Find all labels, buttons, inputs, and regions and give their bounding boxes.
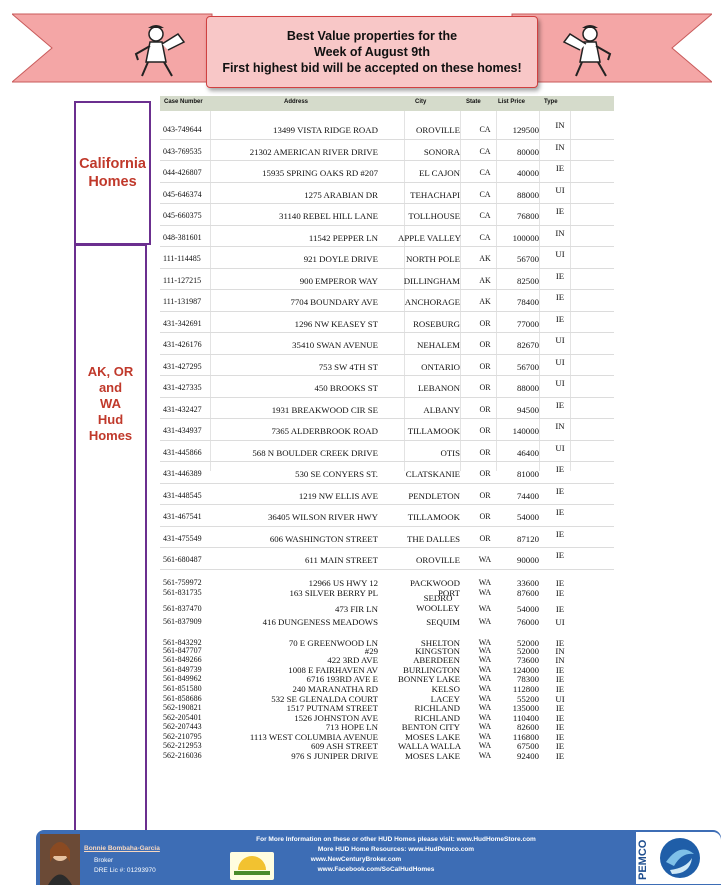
case-number-cell: 431-446389	[163, 469, 202, 478]
table-row	[160, 161, 614, 183]
agent-license: DRE Lic #: 01293970	[94, 867, 156, 874]
list-price-cell: 81000	[517, 469, 539, 479]
table-row	[160, 140, 614, 162]
type-cell: IN	[555, 227, 565, 238]
list-price-cell: 55200	[517, 693, 539, 704]
type-cell: IE	[555, 664, 565, 675]
state-cell: WA	[478, 638, 492, 648]
address-cell: 21302 AMERICAN RIVER DRIVE	[249, 146, 378, 157]
case-number-cell: 048-381601	[163, 232, 202, 242]
city-cell: TOLLHOUSE	[408, 211, 460, 221]
header-state: State	[466, 99, 481, 105]
case-number-cell: 562-205401	[163, 712, 202, 722]
city-cell: ANCHORAGE	[404, 297, 460, 307]
table-row	[160, 617, 614, 627]
address-cell: 422 3RD AVE	[327, 655, 378, 666]
address-cell: 473 FIR LN	[334, 604, 378, 615]
table-row	[160, 290, 614, 312]
state-cell: CA	[479, 125, 491, 134]
address-cell: 416 DUNGENESS MEADOWS	[262, 616, 378, 627]
table-row	[160, 398, 614, 420]
list-price-cell: 129500	[512, 125, 539, 135]
city-cell: SHELTON	[420, 638, 460, 649]
banner-title	[206, 16, 538, 88]
type-cell: IE	[555, 750, 565, 761]
case-number-cell: 561-831735	[163, 587, 202, 597]
city-cell: OROVILLE	[416, 555, 460, 565]
state-cell: OR	[479, 340, 491, 349]
table-row	[160, 204, 614, 226]
case-number-cell: 044-426807	[163, 168, 202, 177]
list-price-cell: 116800	[512, 731, 539, 742]
address-cell: 450 BROOKS ST	[314, 383, 378, 393]
case-number-cell: 562-216036	[163, 750, 202, 760]
list-price-cell: 74400	[517, 490, 539, 501]
list-price-cell: 67500	[517, 741, 539, 752]
header-case-number: Case Number	[164, 99, 203, 105]
state-cell: WA	[478, 578, 492, 587]
address-cell: 1931 BREAKWOOD CIR SE	[271, 404, 378, 415]
case-number-cell: 111-127215	[163, 275, 202, 285]
list-price-cell: 73600	[517, 655, 539, 666]
table-row	[160, 462, 614, 484]
address-cell: 12966 US HWY 12	[308, 578, 378, 588]
city-cell: ABERDEEN	[413, 655, 460, 666]
address-cell: 6716 193RD AVE E	[306, 674, 378, 685]
city-cell: PENDLETON	[408, 490, 460, 501]
table-row	[160, 312, 614, 334]
state-cell: OR	[479, 512, 491, 521]
table-row	[160, 333, 614, 355]
list-price-cell: 82500	[517, 275, 539, 286]
address-cell: 530 SE CONYERS ST.	[295, 469, 378, 479]
table-row	[160, 722, 614, 732]
type-cell: IE	[555, 163, 565, 173]
address-cell: 1526 JOHNSTON AVE	[294, 712, 378, 723]
state-cell: CA	[479, 168, 491, 177]
list-price-cell: 40000	[517, 168, 539, 178]
list-price-cell: 56700	[517, 361, 539, 372]
city-cell: TEHACHAPI	[410, 189, 460, 200]
city-cell: PORT	[438, 587, 460, 598]
state-cell: WA	[478, 655, 492, 665]
case-number-cell: 111-131987	[163, 297, 202, 306]
list-price-cell: 46400	[517, 447, 539, 458]
city-cell: MOSES LAKE	[405, 731, 460, 742]
address-cell: 1008 E FAIRHAVEN AV	[288, 664, 378, 675]
type-cell: IE	[555, 464, 565, 474]
table-row	[160, 665, 614, 675]
city-cell: NEHALEM	[416, 340, 460, 350]
address-cell: 7365 ALDERBROOK ROAD	[271, 426, 378, 436]
pemco-logo	[636, 832, 721, 884]
list-price-cell: 124000	[512, 664, 539, 675]
type-cell: IE	[555, 399, 565, 410]
type-cell: IN	[555, 421, 565, 431]
state-cell: OR	[479, 469, 491, 478]
state-cell: WA	[478, 741, 492, 751]
state-cell: OR	[479, 361, 491, 371]
city-cell: OROVILLE	[416, 125, 460, 135]
case-number-cell: 561-849739	[163, 664, 202, 674]
type-cell: IE	[555, 507, 565, 517]
city-cell: BONNEY LAKE	[398, 674, 460, 685]
case-number-cell: 431-342691	[163, 318, 202, 328]
address-cell: 1113 WEST COLUMBIA AVENUE	[249, 731, 378, 742]
state-cell: OR	[479, 383, 491, 392]
list-price-cell: 94500	[517, 404, 539, 415]
list-price-cell: 88000	[517, 189, 539, 200]
address-cell: 36405 WILSON RIVER HWY	[267, 512, 378, 522]
list-price-cell: 78400	[517, 297, 539, 307]
address-cell: 1219 NW ELLIS AVE	[298, 490, 378, 501]
type-cell: IN	[555, 655, 565, 666]
address-cell: #29	[364, 645, 378, 656]
ak-or-wa-label-line: AK, OR and	[87, 364, 134, 395]
table-row	[160, 588, 614, 598]
pemco-brand-text: PEMCO	[637, 839, 649, 880]
agent-title: Broker	[94, 857, 114, 864]
state-cell: OR	[479, 447, 491, 457]
type-cell: UI	[555, 356, 565, 367]
case-number-cell: 561-858686	[163, 693, 202, 703]
table-row	[160, 741, 614, 751]
type-cell: IE	[555, 638, 565, 649]
type-cell: IE	[555, 206, 565, 216]
type-cell: IE	[555, 683, 565, 694]
type-cell: IE	[555, 528, 565, 539]
state-cell: WA	[478, 555, 492, 564]
list-price-cell: 88000	[517, 383, 539, 393]
type-cell: IN	[555, 141, 565, 152]
table-row	[160, 674, 614, 684]
case-number-cell: 431-467541	[163, 512, 202, 521]
type-cell: IN	[555, 645, 565, 656]
type-cell: IN	[555, 120, 565, 130]
case-number-cell: 431-427335	[163, 383, 202, 392]
type-cell: UI	[555, 249, 565, 259]
table-row	[160, 355, 614, 377]
state-cell: WA	[478, 664, 492, 674]
list-price-cell: 52000	[517, 645, 539, 656]
list-price-cell: 87600	[517, 587, 539, 598]
list-price-cell: 76000	[517, 616, 539, 627]
city-cell: KELSO	[431, 683, 460, 694]
state-cell: WA	[478, 693, 492, 703]
title-line-2: Week of August 9th	[314, 45, 430, 59]
type-cell: IE	[555, 292, 565, 302]
city-cell: WALLA WALLA	[398, 741, 462, 752]
city-cell: KINGSTON	[415, 645, 460, 656]
case-number-cell: 431-445866	[163, 447, 202, 457]
ak-or-wa-label-text	[76, 364, 145, 444]
case-number-cell: 561-849266	[163, 655, 202, 665]
ak-or-wa-label-line: Hud	[97, 412, 124, 427]
town-crier-icon	[560, 20, 620, 80]
city-cell: NORTH POLE	[406, 254, 460, 264]
table-row	[160, 419, 614, 441]
case-number-cell: 561-847707	[163, 645, 202, 655]
case-number-cell: 561-851580	[163, 683, 202, 693]
table-row	[160, 527, 614, 549]
type-cell: IE	[555, 674, 565, 685]
city-cell: ONTARIO	[421, 361, 460, 372]
address-cell: 606 WASHINGTON STREET	[269, 533, 378, 544]
state-cell: WA	[478, 703, 492, 713]
list-price-cell: 54000	[517, 604, 539, 615]
address-cell: 611 MAIN STREET	[305, 555, 378, 565]
type-cell: UI	[555, 378, 565, 388]
title-line-3: First highest bid will be accepted on these homes!	[222, 61, 522, 75]
state-cell: AK	[479, 275, 491, 285]
city-cell: CLATSKANIE	[405, 469, 460, 479]
state-cell: OR	[479, 490, 491, 500]
address-cell: 753 SW 4TH ST	[318, 361, 378, 372]
state-cell: WA	[478, 731, 492, 741]
table-row	[160, 118, 614, 140]
city-cell: SEQUIM	[426, 616, 460, 627]
type-cell: IE	[555, 270, 565, 281]
case-number-cell: 561-849962	[163, 674, 202, 684]
list-price-cell: 135000	[512, 703, 539, 714]
table-row	[160, 593, 614, 617]
case-number-cell: 561-680487	[163, 555, 202, 564]
table-row	[160, 505, 614, 527]
table-row	[160, 548, 614, 570]
type-cell: UI	[555, 335, 565, 345]
state-cell: CA	[479, 211, 491, 220]
city-cell: THE DALLES	[406, 533, 460, 544]
state-cell: WA	[478, 645, 492, 655]
case-number-cell: 431-475549	[163, 533, 202, 543]
list-price-cell: 82670	[517, 340, 539, 350]
banner	[0, 0, 723, 95]
type-cell: IE	[555, 722, 565, 733]
list-price-cell: 54000	[517, 512, 539, 522]
state-cell: OR	[479, 318, 491, 328]
case-number-cell: 562-207443	[163, 722, 202, 732]
type-cell: UI	[555, 616, 565, 627]
city-cell: RICHLAND	[414, 712, 460, 723]
table-row	[160, 751, 614, 761]
table-row	[160, 441, 614, 463]
state-cell: OR	[479, 533, 491, 543]
list-price-cell: 90000	[517, 555, 539, 565]
case-number-cell: 561-837470	[163, 604, 202, 614]
city-cell: LACEY	[430, 693, 460, 704]
table-row	[160, 713, 614, 723]
city-cell: RICHLAND	[414, 703, 460, 714]
list-price-cell: 92400	[517, 750, 539, 761]
table-row	[160, 247, 614, 269]
agent-name: Bonnie Bombaha-Garcia	[84, 845, 160, 852]
type-cell: UI	[555, 693, 565, 704]
state-cell: WA	[478, 587, 492, 597]
town-crier-icon	[128, 20, 188, 80]
city-cell: SEDRO WOOLLEY	[416, 593, 460, 614]
list-price-cell: 82600	[517, 722, 539, 733]
table-row	[160, 376, 614, 398]
state-cell: WA	[478, 674, 492, 684]
table-row	[160, 484, 614, 506]
case-number-cell: 562-210795	[163, 731, 202, 741]
case-number-cell: 043-749644	[163, 125, 202, 134]
case-number-cell: 562-212953	[163, 741, 202, 751]
address-cell: 532 SE GLENALDA COURT	[271, 693, 378, 704]
address-cell: 35410 SWAN AVENUE	[292, 340, 378, 350]
city-cell: OTIS	[440, 447, 460, 458]
list-price-cell: 56700	[517, 254, 539, 264]
address-cell: 976 S JUNIPER DRIVE	[291, 750, 378, 761]
case-number-cell: 561-759972	[163, 578, 202, 587]
info-line-1: For More Information on these or other HUD Homes please visit: www.HudHomeStore.com	[256, 836, 536, 843]
table-row	[160, 732, 614, 742]
city-cell: ALBANY	[423, 404, 460, 415]
table-row	[160, 655, 614, 665]
type-cell: IE	[555, 712, 565, 723]
ak-or-wa-label-line: WA	[100, 396, 121, 411]
city-cell: LEBANON	[417, 383, 460, 393]
address-cell: 11542 PEPPER LN	[308, 232, 378, 243]
city-cell: ROSEBURG	[413, 318, 460, 329]
header-city: City	[415, 99, 427, 105]
type-cell: UI	[555, 184, 565, 195]
city-cell: TILLAMOOK	[407, 426, 460, 436]
case-number-cell: 561-843292	[163, 638, 202, 648]
case-number-cell: 045-646374	[163, 189, 202, 199]
header-list-price: List Price	[498, 99, 526, 105]
info-line-4: www.Facebook.com/SoCalHudHomes	[317, 866, 435, 873]
state-cell: WA	[478, 712, 492, 722]
city-cell: BENTON CITY	[401, 722, 460, 733]
case-number-cell: 043-769535	[163, 146, 202, 156]
type-cell: IE	[555, 604, 565, 615]
case-number-cell: 431-426176	[163, 340, 202, 349]
city-cell: BURLINGTON	[402, 664, 460, 675]
type-cell: IE	[555, 550, 565, 560]
table-row	[160, 183, 614, 205]
city-cell: APPLE VALLEY	[398, 232, 461, 243]
state-cell: CA	[479, 189, 491, 199]
state-cell: OR	[479, 404, 491, 414]
list-price-cell: 33600	[517, 578, 539, 588]
state-cell: CA	[479, 232, 491, 242]
case-number-cell: 562-190821	[163, 703, 202, 713]
list-price-cell: 78300	[517, 674, 539, 685]
list-price-cell: 77000	[517, 318, 539, 329]
type-cell: IE	[555, 578, 565, 588]
list-price-cell: 87120	[517, 533, 539, 544]
ak-or-wa-label-line: Homes	[88, 428, 133, 443]
agent-photo	[40, 834, 80, 885]
table-row	[160, 694, 614, 704]
address-cell: 13499 VISTA RIDGE ROAD	[273, 125, 378, 135]
table-row	[160, 684, 614, 694]
state-cell: AK	[479, 297, 491, 306]
city-cell: TILLAMOOK	[407, 512, 460, 522]
table-row	[160, 578, 614, 588]
table-row	[160, 269, 614, 291]
address-cell: 713 HOPE LN	[325, 722, 378, 733]
type-cell: IE	[555, 741, 565, 752]
state-cell: WA	[478, 722, 492, 732]
state-cell: AK	[479, 254, 491, 263]
case-number-cell: 431-448545	[163, 490, 202, 500]
city-cell: SONORA	[423, 146, 460, 157]
table-row	[160, 703, 614, 713]
address-cell: 7704 BOUNDARY AVE	[290, 297, 378, 307]
address-cell: 609 ASH STREET	[311, 741, 378, 752]
list-price-cell: 140000	[512, 426, 539, 436]
address-cell: 15935 SPRING OAKS RD #207	[262, 168, 378, 178]
city-cell: PACKWOOD	[409, 578, 460, 588]
case-number-cell: 561-837909	[163, 616, 202, 626]
california-label-text: California Homes	[79, 156, 146, 190]
header-address: Address	[284, 99, 309, 105]
title-line-1: Best Value properties for the	[286, 29, 458, 43]
case-number-cell: 431-434937	[163, 426, 202, 435]
list-price-cell: 100000	[512, 232, 539, 243]
state-cell: OR	[479, 426, 491, 435]
list-price-cell: 80000	[517, 146, 539, 157]
type-cell: IE	[555, 485, 565, 496]
state-cell: WA	[478, 750, 492, 760]
city-cell: DILLINGHAM	[403, 275, 460, 286]
footer	[36, 830, 721, 885]
address-cell: 900 EMPEROR WAY	[299, 275, 378, 286]
case-number-cell: 431-432427	[163, 404, 202, 414]
type-cell: UI	[555, 442, 565, 453]
ak-or-wa-section-label	[74, 244, 147, 851]
list-price-cell: 76800	[517, 211, 539, 221]
list-price-cell: 112800	[512, 683, 539, 694]
info-line-3: www.NewCenturyBroker.com	[310, 856, 402, 863]
type-cell: IE	[555, 587, 565, 598]
list-price-cell: 52000	[517, 638, 539, 649]
type-cell: IE	[555, 313, 565, 324]
address-cell: 31140 REBEL HILL LANE	[279, 211, 378, 221]
address-cell: 568 N BOULDER CREEK DRIVE	[252, 447, 378, 458]
address-cell: 1275 ARABIAN DR	[304, 189, 378, 200]
type-cell: IE	[555, 703, 565, 714]
state-cell: WA	[478, 604, 492, 614]
city-cell: MOSES LAKE	[405, 750, 460, 761]
table-header	[160, 96, 614, 111]
address-cell: 1517 PUTNAM STREET	[286, 703, 378, 714]
state-cell: CA	[479, 146, 491, 156]
city-cell: EL CAJON	[419, 168, 460, 178]
list-price-cell: 110400	[512, 712, 539, 723]
state-cell: WA	[478, 683, 492, 693]
new-century-logo	[230, 852, 274, 880]
state-cell: WA	[478, 616, 492, 626]
address-cell: 240 MARANATHA RD	[292, 683, 378, 694]
california-section-label	[74, 101, 151, 245]
table-row	[160, 646, 614, 656]
case-number-cell: 111-114485	[163, 254, 201, 263]
header-type: Type	[544, 99, 558, 105]
address-cell: 921 DOYLE DRIVE	[303, 254, 378, 264]
info-line-2: More HUD Home Resources: www.HudPemco.com	[317, 846, 475, 853]
address-cell: 163 SILVER BERRY PL	[289, 587, 378, 598]
case-number-cell: 431-427295	[163, 361, 202, 371]
address-cell: 1296 NW KEASEY ST	[294, 318, 378, 329]
address-cell: 70 E GREENWOOD LN	[288, 638, 378, 649]
table-row	[160, 226, 614, 248]
case-number-cell: 045-660375	[163, 211, 202, 220]
type-cell: IE	[555, 731, 565, 742]
